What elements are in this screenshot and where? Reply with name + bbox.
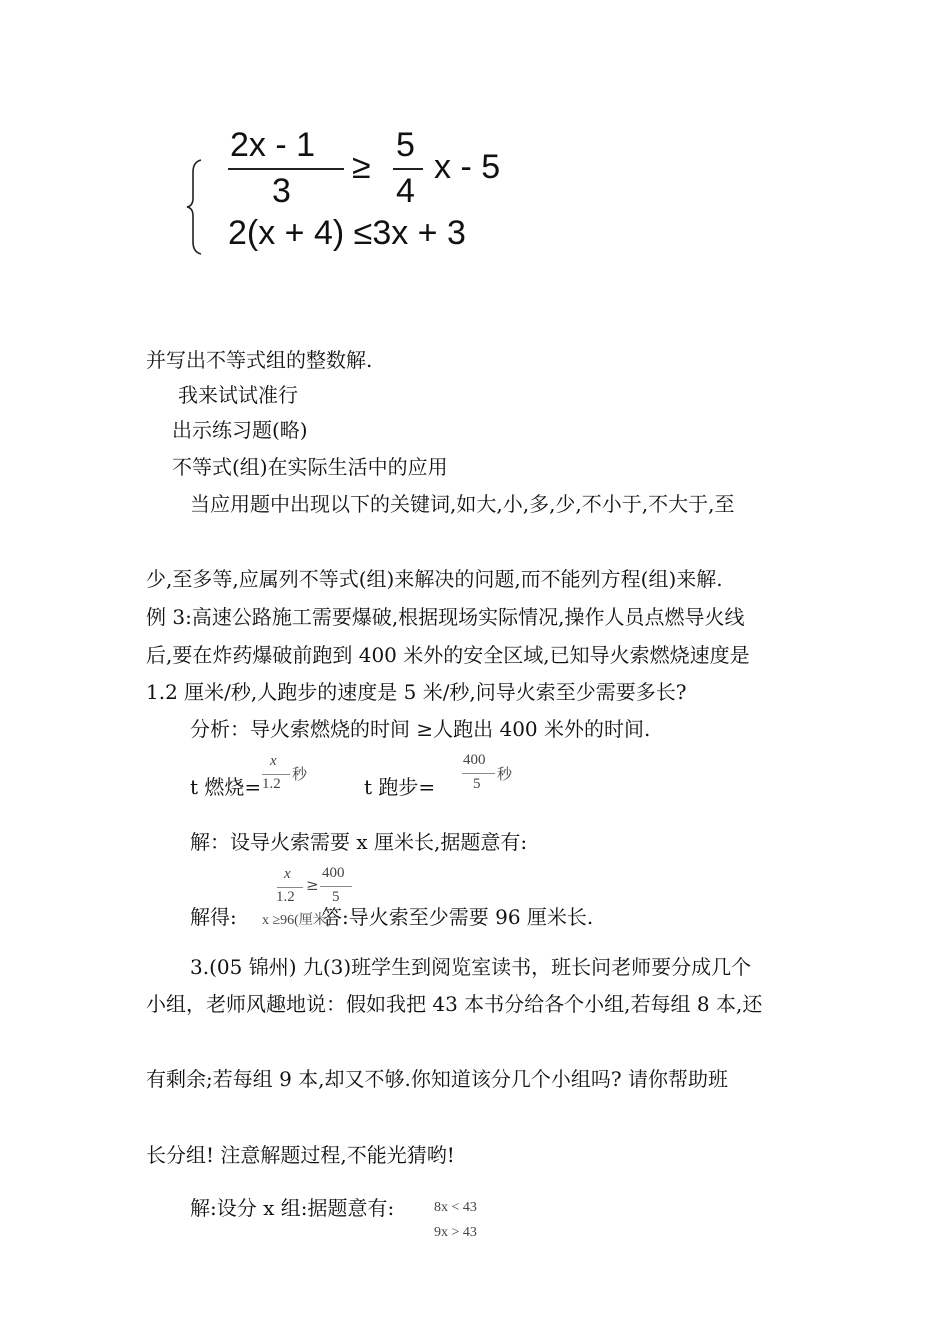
system-frac1-denominator: 3 bbox=[272, 172, 291, 210]
system-geq-sign: ≥ bbox=[352, 148, 371, 186]
text-line-6: 少,至多等,应属列不等式(组)来解决的问题,而不能列方程(组)来解. bbox=[146, 567, 723, 591]
text-line-5: 当应用题中出现以下的关键词,如大,小,多,少,不小于,不大于,至 bbox=[190, 492, 735, 516]
text-line-8: 后,要在炸药爆破前跑到 400 米外的安全区域,已知导火索燃烧速度是 bbox=[146, 643, 750, 667]
text-line-16: 长分组! 注意解题过程,不能光猜哟! bbox=[146, 1143, 455, 1167]
ineq-frac-bar-2 bbox=[320, 886, 352, 887]
sys2-line-1: 8x < 43 bbox=[434, 1200, 477, 1215]
text-line-17: 解:设分 x 组:据题意有: bbox=[190, 1196, 395, 1220]
text-line-7: 例 3:高速公路施工需要爆破,根据现场实际情况,操作人员点燃导火线 bbox=[146, 605, 745, 629]
system-frac2-bar bbox=[393, 168, 423, 170]
system-frac2-numerator: 5 bbox=[396, 126, 415, 164]
burn-frac-bar bbox=[262, 774, 290, 775]
text-line-12-label: 解得: bbox=[190, 905, 237, 929]
ineq-numerator-2: 400 bbox=[322, 865, 345, 881]
system-frac2-denominator: 4 bbox=[396, 172, 415, 210]
ineq-denominator-1: 1.2 bbox=[276, 889, 295, 905]
system-rhs1-tail: x - 5 bbox=[434, 148, 501, 186]
ineq-denominator-2: 5 bbox=[332, 889, 340, 905]
ineq-numerator-1: x bbox=[284, 866, 291, 882]
text-line-15: 有剩余;若每组 9 本,却又不够.你知道该分几个小组吗? 请你帮助班 bbox=[146, 1067, 728, 1091]
run-unit: 秒 bbox=[497, 765, 513, 783]
text-line-11: 解：设导火索需要 x 厘米长,据题意有: bbox=[190, 830, 528, 854]
sys2-line-2: 9x > 43 bbox=[434, 1225, 477, 1240]
text-line-4: 不等式(组)在实际生活中的应用 bbox=[172, 455, 448, 479]
ineq-geq: ≥ bbox=[306, 876, 319, 894]
text-line-9: 1.2 厘米/秒,人跑步的速度是 5 米/秒,问导火索至少需要多长? bbox=[146, 680, 687, 704]
ineq-frac-bar-1 bbox=[277, 887, 303, 888]
run-denominator: 5 bbox=[473, 776, 481, 792]
burn-denominator: 1.2 bbox=[262, 776, 281, 792]
run-numerator: 400 bbox=[463, 752, 486, 768]
burn-unit: 秒 bbox=[292, 765, 308, 783]
system-line2: 2(x + 4) ≤3x + 3 bbox=[228, 214, 466, 252]
text-line-2: 我来试试准行 bbox=[178, 383, 298, 407]
text-line-3: 出示练习题(略) bbox=[172, 418, 308, 442]
system-frac1-numerator: 2x - 1 bbox=[230, 126, 316, 164]
text-line-10: 分析：导火索燃烧的时间 ≥人跑出 400 米外的时间. bbox=[190, 717, 651, 741]
text-line-12-answer: 答:导火索至少需要 96 厘米长. bbox=[322, 905, 594, 929]
text-line-14: 小组，老师风趣地说：假如我把 43 本书分给各个小组,若每组 8 本,还 bbox=[146, 992, 763, 1016]
run-label: t 跑步= bbox=[364, 775, 436, 799]
burn-label: t 燃烧= bbox=[190, 775, 262, 799]
run-frac-bar bbox=[462, 773, 495, 774]
solve-result: x ≥96(厘米) bbox=[262, 913, 332, 928]
burn-numerator: x bbox=[270, 753, 277, 769]
system-frac1-bar bbox=[228, 168, 344, 170]
text-line-1: 并写出不等式组的整数解. bbox=[146, 348, 373, 372]
brace-icon bbox=[183, 158, 207, 256]
text-line-13: 3.(05 锦州) 九(3)班学生到阅览室读书，班长问老师要分成几个 bbox=[190, 955, 752, 979]
